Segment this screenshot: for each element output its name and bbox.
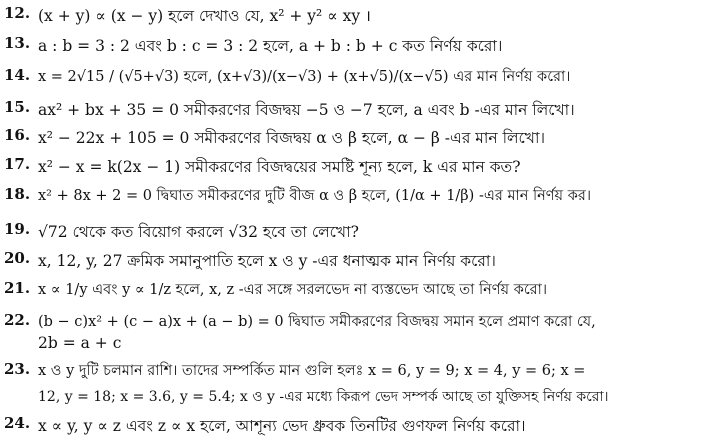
question-number: 16. (4, 126, 31, 144)
question-text: ax² + bx + 35 = 0 সমীকরণের বিজদ্বয় −5 ও −7 হলে, a এবং b -এর মান লিখো। (38, 101, 575, 119)
question-number: 15. (4, 98, 31, 116)
question-text: √72 থেকে কত বিয়োগ করলে √32 হবে তা লেখো? (38, 223, 359, 241)
question-text: x = 2√15 / (√5+√3) হলে, (x+√3)/(x−√3) + (x+√5)/(x−√5) এর মান নির্ণয় করো। (38, 69, 571, 85)
question-number: 14. (4, 66, 31, 84)
question-number: 21. (4, 279, 31, 297)
question-number: 13. (4, 34, 31, 52)
question-text: (b − c)x² + (c − a)x + (a − b) = 0 দ্বিঘাত সমীকরণের বিজদ্বয় সমান হলে প্রমাণ করো যে, (38, 314, 596, 330)
question-number: 23. (4, 360, 31, 378)
question-number: 17. (4, 155, 31, 173)
question-number: 20. (4, 249, 31, 267)
question-text: x² − 22x + 105 = 0 সমীকরণের বিজদ্বয় α ও β হলে, α − β -এর মান লিখো। (38, 129, 545, 147)
question-text: (x + y) ∝ (x − y) হলে দেখাও যে, x² + y² ∝ xy । (38, 7, 371, 25)
question-text-continued: 12, y = 18; x = 3.6, y = 5.4; x ও y -এর মধ্যে কিরূপ ভেদ সম্পর্ক আছে তা যুক্তিসহ নির্ণয় করো। (38, 389, 609, 405)
question-text: x ∝ y, y ∝ z এবং z ∝ x হলে, আশূন্য ভেদ ধ্রুবক তিনটির গুণফল নির্ণয় করো। (38, 417, 526, 435)
question-number: 19. (4, 220, 31, 238)
question-text: x ∝ 1/y এবং y ∝ 1/z হলে, x, z -এর সঙ্গে সরলভেদ না ব্যস্তভেদ আছে তা নির্ণয় করো। (38, 282, 548, 298)
question-text: x² − x = k(2x − 1) সমীকরণের বিজদ্বয়ের সমষ্টি শূন্য হলে, k এর মান কত? (38, 158, 521, 176)
question-number: 24. (4, 414, 31, 432)
question-text: x, 12, y, 27 ক্রমিক সমানুপাতি হলে x ও y -এর ধনাত্মক মান নির্ণয় করো। (38, 252, 496, 270)
question-text: x ও y দুটি চলমান রাশি। তাদের সম্পর্কিত মান গুলি হলঃ x = 6, y = 9; x = 4, y = 6; x = (38, 363, 586, 379)
question-text-continued: 2b = a + c (38, 334, 122, 352)
question-number: 18. (4, 185, 31, 203)
question-text: a : b = 3 : 2 এবং b : c = 3 : 2 হলে, a + b : b + c কত নির্ণয় করো। (38, 37, 503, 55)
question-number: 22. (4, 311, 31, 329)
question-number: 12. (4, 4, 31, 22)
question-text: x² + 8x + 2 = 0 দ্বিঘাত সমীকরণের দুটি বীজ α ও β হলে, (1/α + 1/β) -এর মান নির্ণয় কর। (38, 188, 592, 204)
